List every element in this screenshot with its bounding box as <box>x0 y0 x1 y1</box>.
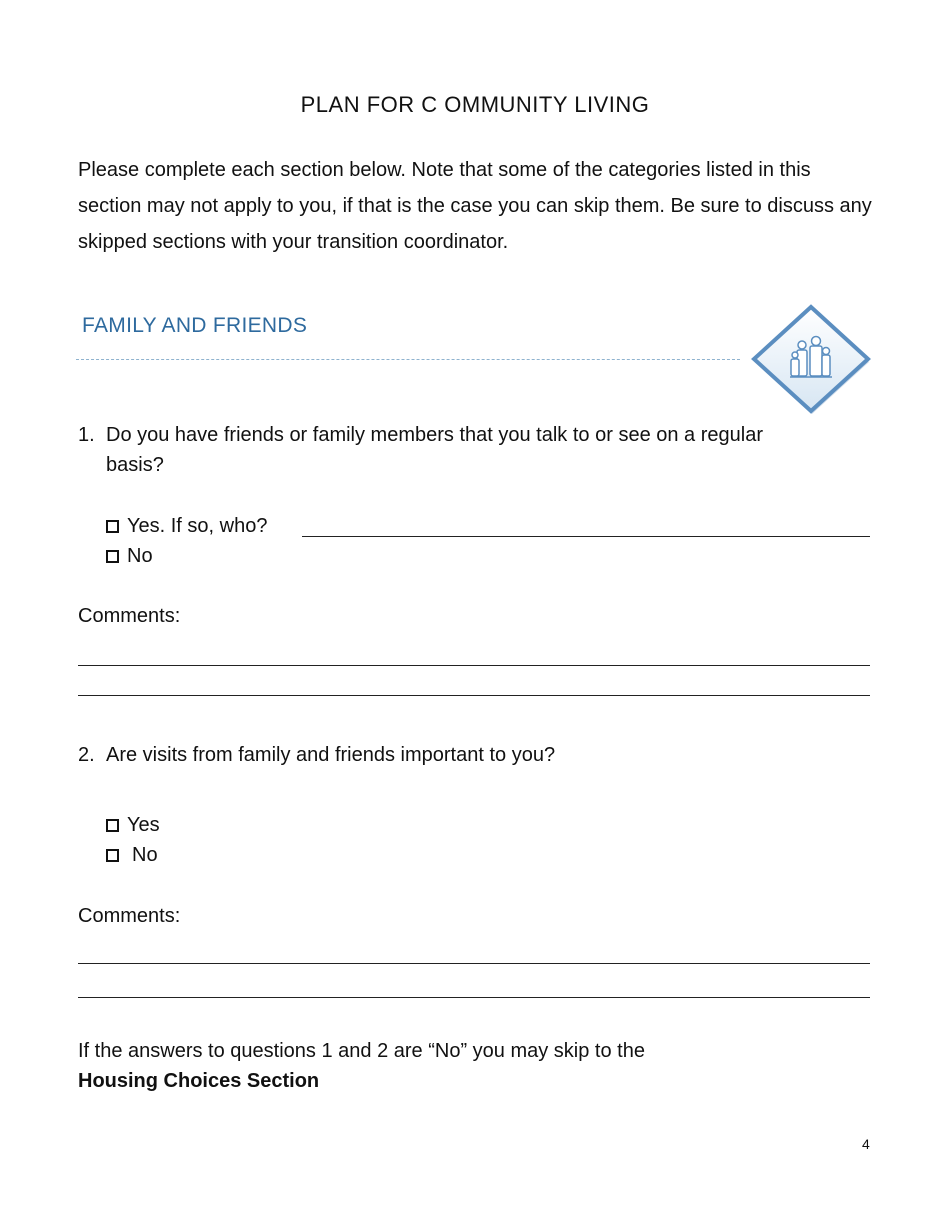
option-label: No <box>127 545 153 567</box>
family-icon <box>750 303 872 415</box>
housing-choices-link-text: Housing Choices Section <box>78 1070 320 1092</box>
checkbox-icon[interactable] <box>106 520 119 533</box>
question-2 <box>78 740 878 770</box>
intro-paragraph: Please complete each section below. Note that some of the categories listed in this section may not apply to you, if that is the case you can skip them. Be sure to discuss any skipped sections with your transition coordinator. <box>78 159 872 253</box>
question-number: 2. <box>78 744 95 766</box>
option-yes[interactable] <box>106 810 160 840</box>
checkbox-icon[interactable] <box>106 550 119 563</box>
section-heading: FAMILY AND FRIENDS <box>82 314 308 337</box>
checkbox-icon[interactable] <box>106 849 119 862</box>
option-no[interactable] <box>106 840 158 870</box>
option-label: Yes. If so, who? <box>127 515 268 537</box>
option-no[interactable] <box>106 541 153 571</box>
page-title: PLAN FOR C OMMUNITY LIVING <box>300 92 650 117</box>
checkbox-icon[interactable] <box>106 819 119 832</box>
question-1 <box>78 420 878 480</box>
option-label: Yes <box>127 814 160 836</box>
question-text: Are visits from family and friends important to you? <box>106 744 556 766</box>
skip-note <box>78 1036 878 1096</box>
question-number: 1. <box>78 424 95 446</box>
section-divider <box>76 359 740 360</box>
comment-line[interactable] <box>78 997 870 998</box>
question-text-continued: basis? <box>106 454 164 476</box>
who-answer-line[interactable] <box>302 536 870 537</box>
comments-label: Comments: <box>78 905 181 927</box>
comment-line[interactable] <box>78 963 870 964</box>
question-text: Do you have friends or family members that you talk to or see on a regular <box>106 424 763 446</box>
comment-line[interactable] <box>78 695 870 696</box>
comments-label: Comments: <box>78 605 181 627</box>
comment-line[interactable] <box>78 665 870 666</box>
option-label: No <box>132 844 158 866</box>
skip-note-text: If the answers to questions 1 and 2 are “No” you may skip to the <box>78 1040 645 1062</box>
page-number: 4 <box>862 1136 870 1152</box>
option-yes[interactable] <box>106 511 267 541</box>
